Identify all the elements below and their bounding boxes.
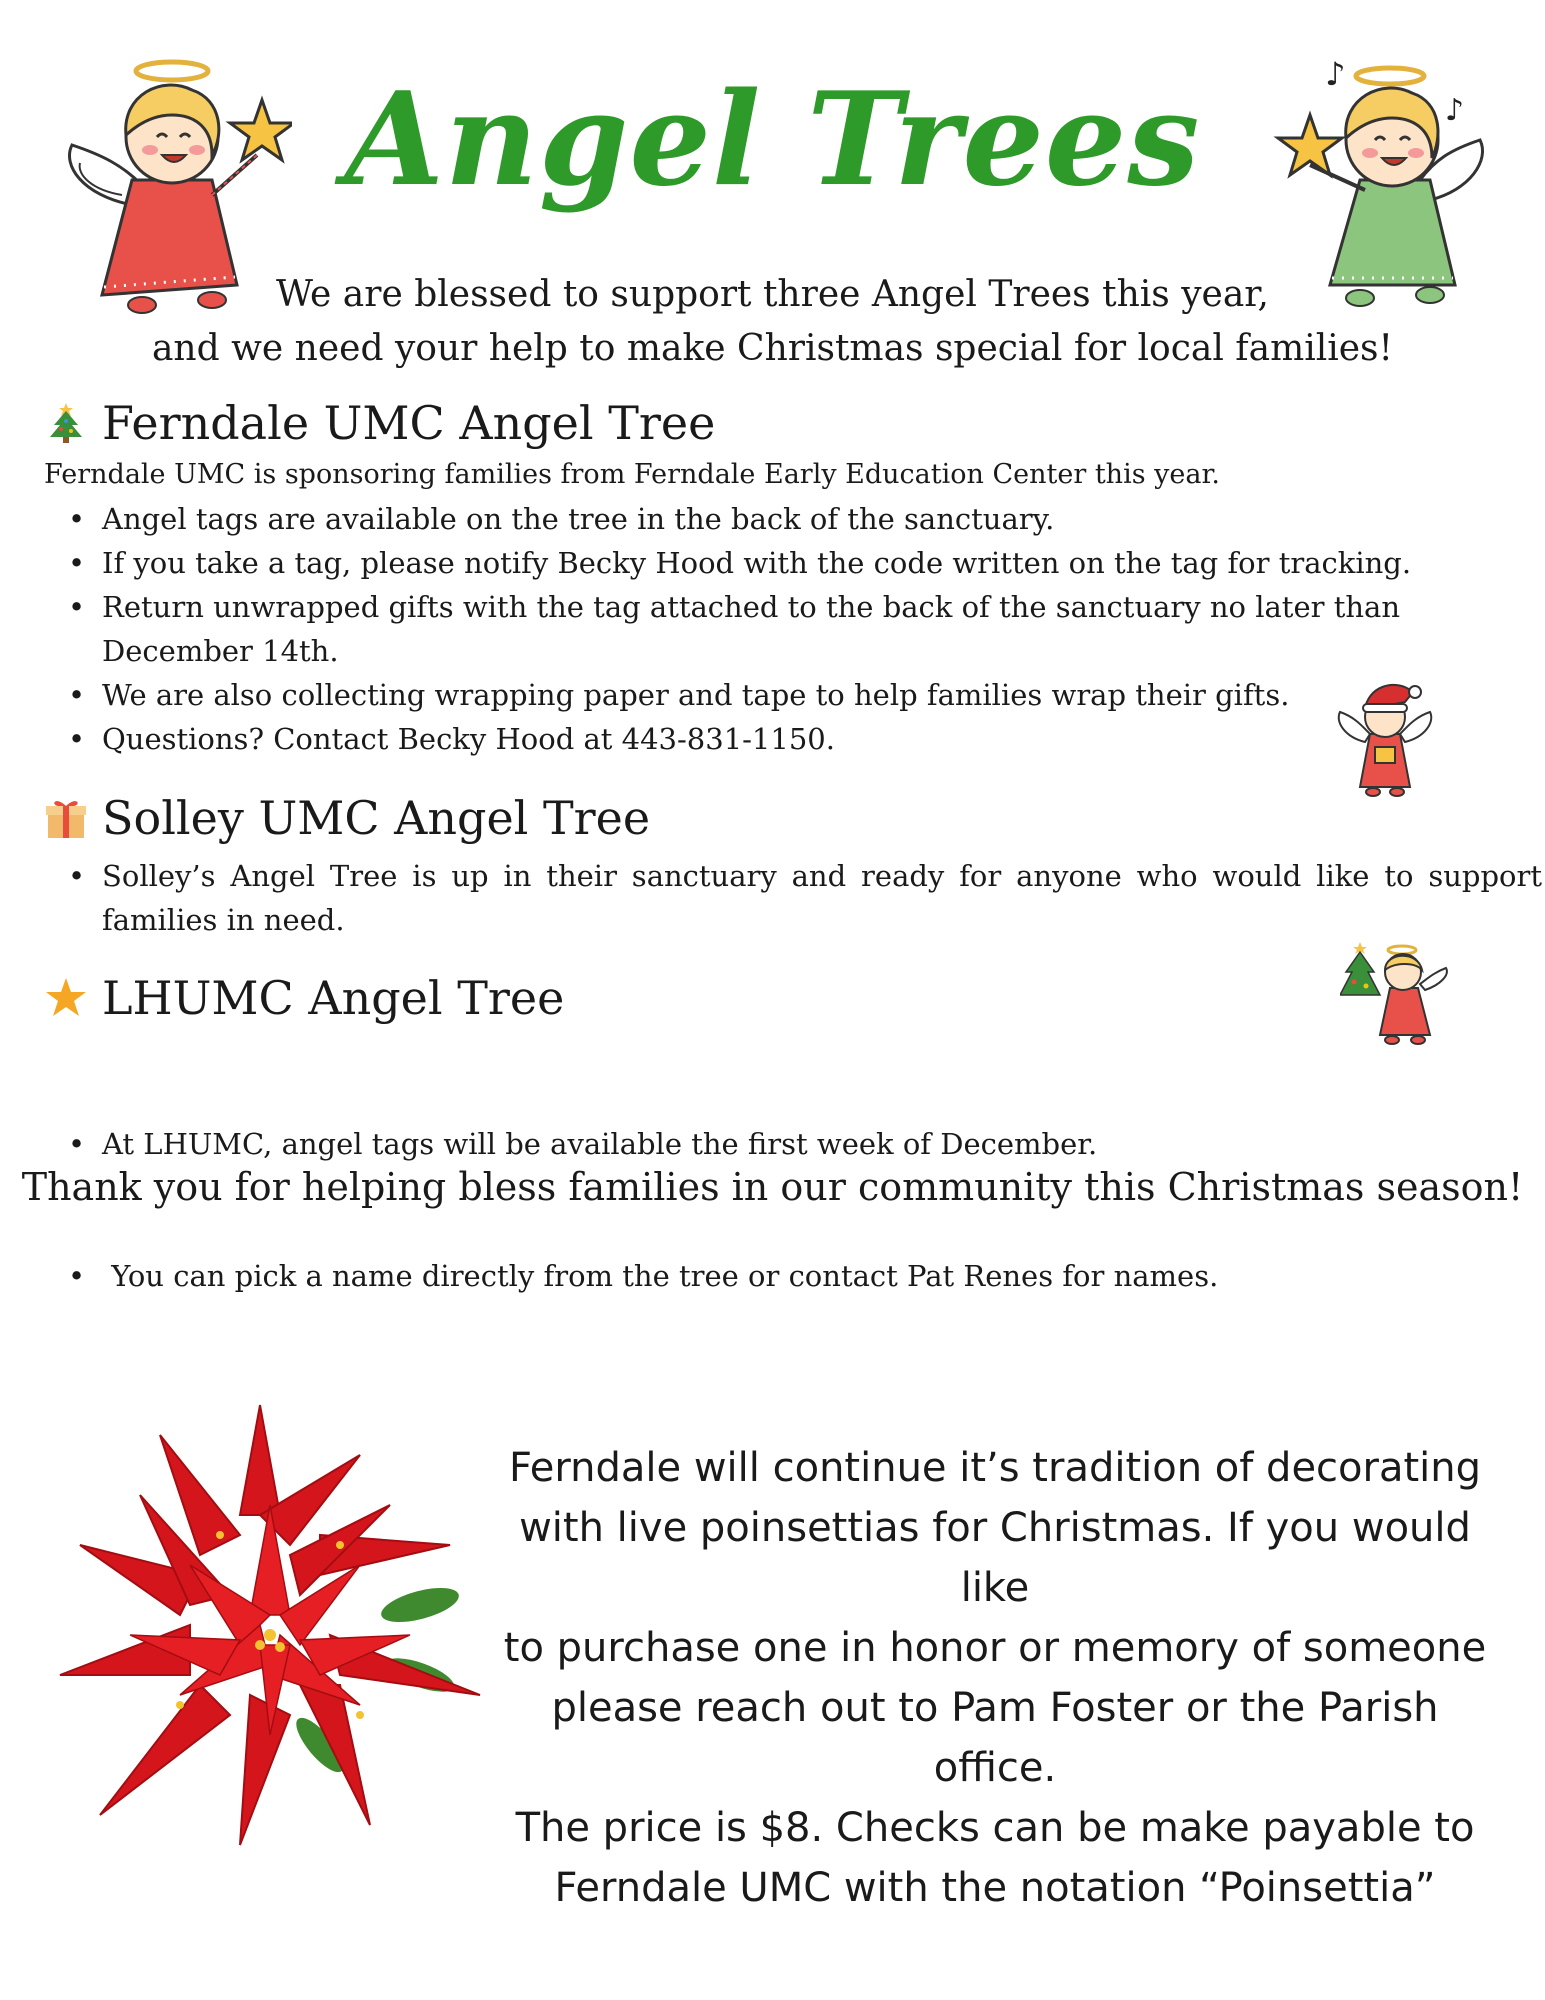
poinsettia-line: The price is $8. Checks can be make payable to — [515, 1805, 1475, 1851]
intro-line-2: and we need your help to make Christmas special for local families! — [151, 328, 1394, 369]
star-icon — [44, 976, 88, 1020]
intro-text — [0, 268, 1545, 376]
poinsettia-line: with live poinsettias for Christmas. If you would like — [519, 1505, 1471, 1611]
lhumc-heading: LHUMC Angel Tree — [102, 971, 565, 1025]
angel-santa-hat-illustration — [1335, 672, 1435, 802]
list-item: • Return unwrapped gifts with the tag attached to the back of the sanctuary no later than December 14th. — [102, 585, 1442, 673]
section-heading — [44, 970, 1504, 1026]
list-item: • If you take a tag, please notify Becky Hood with the code written on the tag for tracking. — [102, 541, 1442, 585]
solley-heading: Solley UMC Angel Tree — [102, 791, 651, 845]
intro-line-1: We are blessed to support three Angel Trees this year, — [275, 274, 1269, 315]
gift-icon — [44, 796, 88, 840]
poinsettia-line: please reach out to Pam Foster or the Parish office. — [551, 1685, 1439, 1791]
solley-bullet-list — [44, 854, 1542, 942]
ferndale-bullet-list — [44, 497, 1442, 761]
list-item: • At LHUMC, angel tags will be available the first week of December. — [102, 1122, 1442, 1166]
thank-you-message: Thank you for helping bless families in our community this Christmas season! — [21, 1165, 1524, 1209]
list-item: • Solley’s Angel Tree is up in their sanctuary and ready for anyone who would like to support families in need. — [102, 854, 1542, 942]
section-solley — [44, 790, 1542, 942]
svg-text:♪: ♪ — [1445, 93, 1465, 128]
svg-text:♪: ♪ — [1325, 55, 1346, 93]
ferndale-heading: Ferndale UMC Angel Tree — [102, 396, 716, 450]
poinsettia-line: to purchase one in honor or memory of someone — [503, 1625, 1487, 1671]
christmas-tree-icon — [44, 401, 88, 445]
list-item: • We are also collecting wrapping paper and tape to help families wrap their gifts. — [102, 673, 1442, 717]
list-item: • Questions? Contact Becky Hood at 443-831-1150. — [102, 717, 1442, 761]
list-item: • Angel tags are available on the tree in the back of the sanctuary. — [102, 497, 1442, 541]
ferndale-lead: Ferndale UMC is sponsoring families from Ferndale Early Education Center this year. — [44, 459, 1220, 490]
poinsettia-line: Ferndale UMC with the notation “Poinsettia” — [554, 1865, 1436, 1911]
poinsettia-line: Ferndale will continue it’s tradition of decorating — [508, 1445, 1482, 1491]
section-ferndale — [44, 395, 1504, 761]
poinsettia-text — [490, 1438, 1500, 1918]
poinsettia-illustration — [40, 1395, 500, 1855]
list-item: • You can pick a name directly from the tree or contact Pat Renes for names. — [102, 1254, 1442, 1298]
page-title: Angel Trees — [344, 65, 1201, 215]
section-heading — [44, 790, 1504, 846]
section-heading — [44, 395, 1504, 451]
